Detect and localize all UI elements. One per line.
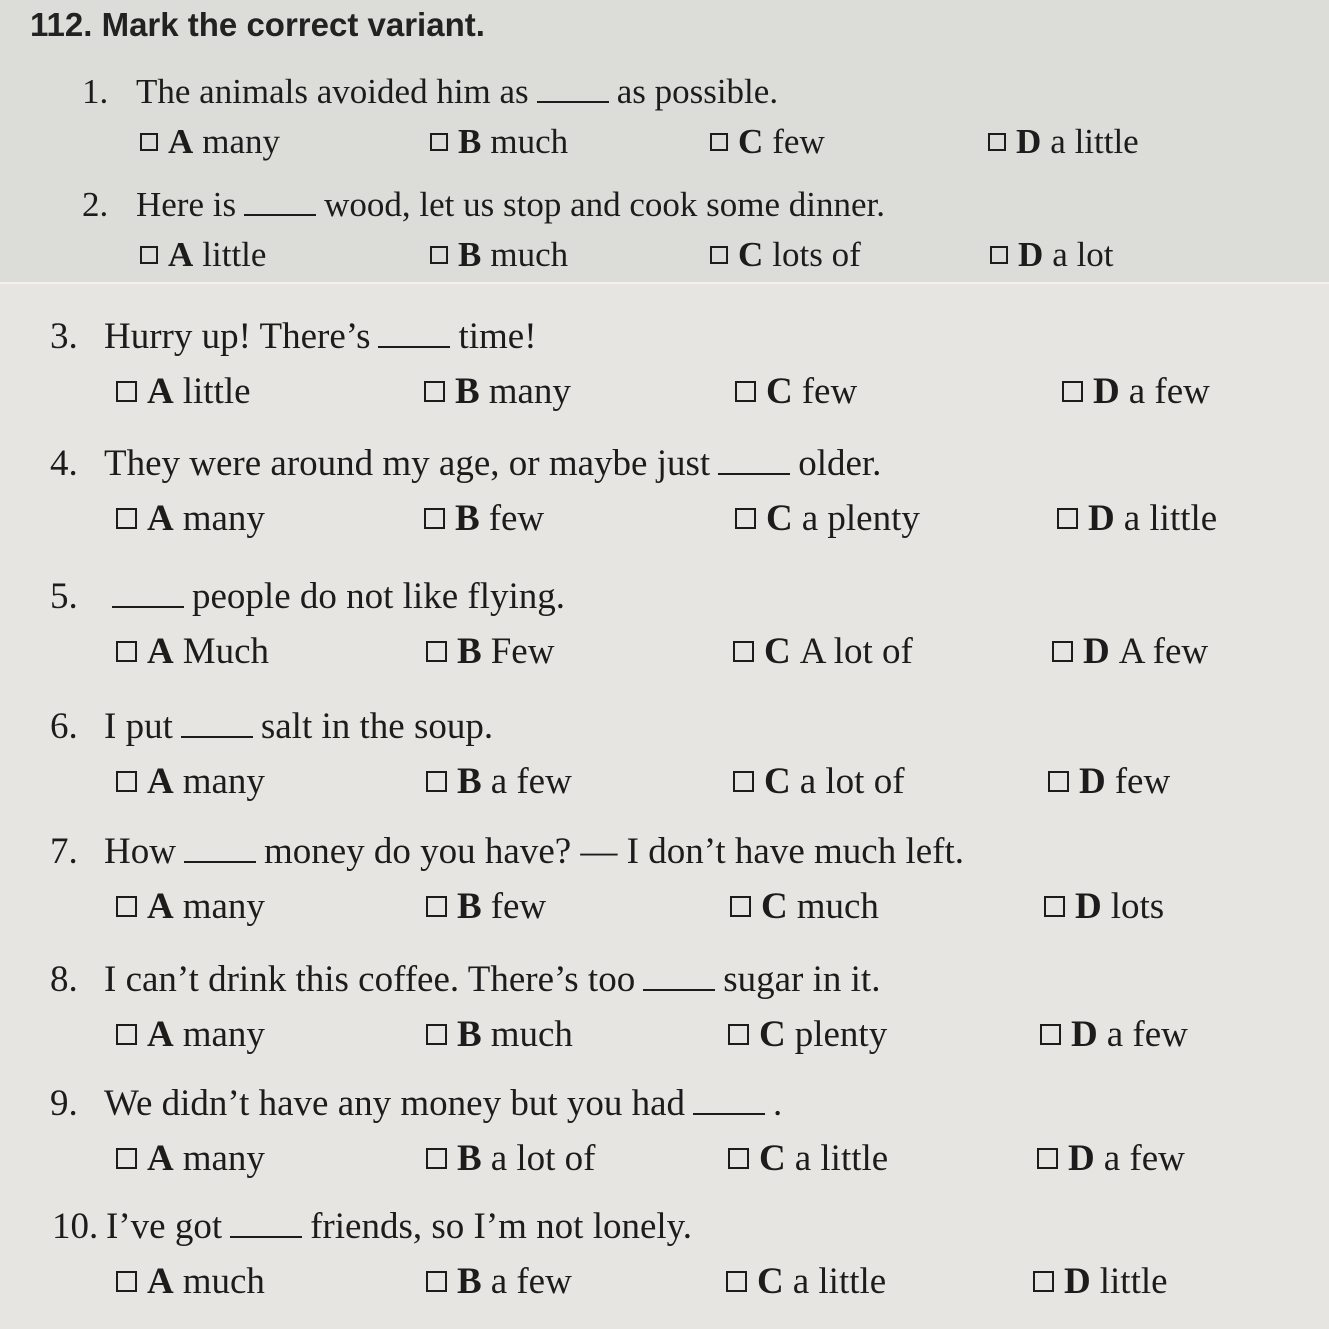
question-text — [50, 705, 493, 748]
option-b[interactable] — [426, 630, 554, 673]
question-number: 5. — [50, 576, 78, 617]
checkbox[interactable] — [1044, 896, 1065, 917]
question-text — [50, 575, 565, 618]
option-b[interactable] — [430, 122, 568, 162]
option-letter: A — [147, 761, 174, 802]
option-a[interactable] — [116, 760, 265, 803]
option-text: much — [796, 886, 879, 927]
question-text — [50, 958, 880, 1001]
question-7 — [0, 830, 1329, 950]
option-text: a little — [794, 1138, 889, 1179]
option-c[interactable] — [733, 760, 905, 803]
option-text: a few — [490, 761, 572, 802]
option-letter: B — [457, 1014, 482, 1055]
option-letter: A — [168, 235, 194, 274]
option-b[interactable] — [426, 760, 572, 803]
option-text: many — [202, 122, 281, 161]
option-text: much — [490, 122, 569, 161]
checkbox[interactable] — [1057, 508, 1078, 529]
checkbox[interactable] — [116, 641, 137, 662]
option-letter: B — [457, 631, 482, 672]
checkbox[interactable] — [735, 508, 756, 529]
option-text: few — [1114, 761, 1171, 802]
question-stem-before: We didn’t have any money but you had — [104, 1083, 686, 1124]
answer-blank — [112, 606, 184, 608]
option-d[interactable] — [988, 122, 1139, 162]
option-letter: D — [1068, 1138, 1095, 1179]
checkbox[interactable] — [426, 1148, 447, 1169]
option-letter: A — [147, 886, 174, 927]
checkbox[interactable] — [116, 771, 137, 792]
option-text: little — [182, 371, 251, 412]
checkbox[interactable] — [426, 1271, 447, 1292]
answer-blank — [693, 1113, 765, 1115]
checkbox[interactable] — [426, 896, 447, 917]
option-letter: D — [1075, 886, 1102, 927]
option-letter: A — [147, 631, 174, 672]
option-b[interactable] — [430, 235, 568, 275]
option-text: little — [202, 235, 267, 274]
checkbox[interactable] — [726, 1271, 747, 1292]
option-text: a lot — [1052, 235, 1114, 274]
option-text: Much — [182, 631, 270, 672]
question-number: 1. — [82, 72, 109, 111]
option-text: Few — [490, 631, 555, 672]
option-text: a little — [792, 1261, 887, 1302]
option-letter: B — [455, 498, 480, 539]
question-text — [82, 185, 885, 225]
checkbox[interactable] — [116, 1271, 137, 1292]
option-letter: D — [1083, 631, 1110, 672]
option-letter: C — [759, 1138, 786, 1179]
option-letter: B — [457, 1261, 482, 1302]
option-text: much — [182, 1261, 265, 1302]
checkbox[interactable] — [1062, 381, 1083, 402]
checkbox[interactable] — [116, 381, 137, 402]
question-6 — [0, 705, 1329, 825]
option-b[interactable] — [426, 1260, 572, 1303]
option-letter: A — [147, 371, 174, 412]
option-letter: D — [1016, 122, 1042, 161]
question-number: 8. — [50, 959, 78, 1000]
option-text: a little — [1050, 122, 1139, 161]
question-stem-before: They were around my age, or maybe just — [104, 443, 711, 484]
option-letter: A — [147, 1138, 174, 1179]
question-stem-after: wood, let us stop and cook some dinner. — [324, 185, 886, 224]
checkbox[interactable] — [1052, 641, 1073, 662]
option-c[interactable] — [728, 1013, 887, 1056]
option-d[interactable] — [1040, 1013, 1188, 1056]
checkbox[interactable] — [116, 1148, 137, 1169]
option-text: few — [801, 371, 858, 412]
option-letter: D — [1088, 498, 1115, 539]
option-b[interactable] — [426, 1013, 573, 1056]
option-text: little — [1099, 1261, 1168, 1302]
question-stem-before: Here is — [136, 185, 237, 224]
option-d[interactable] — [1057, 497, 1217, 540]
option-letter: D — [1018, 235, 1044, 274]
option-text: few — [488, 498, 545, 539]
question-text — [50, 830, 964, 873]
checkbox[interactable] — [1048, 771, 1069, 792]
answer-blank — [643, 989, 715, 991]
question-stem-after: friends, so I’m not lonely. — [310, 1206, 693, 1247]
question-stem-after: people do not like flying. — [192, 576, 566, 617]
option-text: A lot of — [799, 631, 913, 672]
option-d[interactable] — [1037, 1137, 1185, 1180]
option-b[interactable] — [424, 370, 571, 413]
question-text — [82, 72, 778, 112]
option-d[interactable] — [1033, 1260, 1168, 1303]
option-letter: D — [1071, 1014, 1098, 1055]
option-a[interactable] — [116, 630, 269, 673]
checkbox[interactable] — [430, 133, 448, 151]
option-letter: B — [457, 761, 482, 802]
option-text: many — [182, 498, 265, 539]
option-letter: C — [761, 886, 788, 927]
option-d[interactable] — [1044, 885, 1164, 928]
option-letter: D — [1093, 371, 1120, 412]
option-text: a plenty — [801, 498, 920, 539]
option-a[interactable] — [140, 235, 266, 275]
option-text: A few — [1118, 631, 1209, 672]
question-number: 2. — [82, 185, 109, 224]
question-text — [50, 1082, 782, 1125]
checkbox[interactable] — [728, 1148, 749, 1169]
checkbox[interactable] — [140, 133, 158, 151]
answer-blank — [184, 861, 256, 863]
question-stem-before: I put — [104, 706, 173, 747]
question-3 — [0, 315, 1329, 435]
option-b[interactable] — [426, 1137, 596, 1180]
answer-blank — [181, 736, 253, 738]
option-c[interactable] — [730, 885, 879, 928]
checkbox[interactable] — [424, 508, 445, 529]
option-a[interactable] — [116, 497, 265, 540]
option-text: few — [490, 886, 547, 927]
option-a[interactable] — [140, 122, 280, 162]
option-letter: A — [147, 1261, 174, 1302]
option-letter: B — [455, 371, 480, 412]
checkbox[interactable] — [1037, 1148, 1058, 1169]
option-text: a few — [1128, 371, 1210, 412]
option-text: many — [488, 371, 571, 412]
checkbox[interactable] — [988, 133, 1006, 151]
option-letter: A — [147, 498, 174, 539]
option-text: a few — [1106, 1014, 1188, 1055]
option-b[interactable] — [424, 497, 544, 540]
checkbox[interactable] — [424, 381, 445, 402]
answer-blank — [537, 101, 609, 103]
question-1 — [0, 72, 1329, 192]
question-stem-after: as possible. — [616, 72, 779, 111]
checkbox[interactable] — [140, 246, 158, 264]
option-d[interactable] — [1052, 630, 1208, 673]
checkbox[interactable] — [426, 641, 447, 662]
option-letter: B — [457, 886, 482, 927]
option-letter: C — [766, 498, 793, 539]
option-c[interactable] — [710, 122, 825, 162]
question-stem-after: older. — [798, 443, 882, 484]
question-stem-before: I’ve got — [106, 1206, 223, 1247]
checkbox[interactable] — [990, 246, 1008, 264]
question-stem-after: time! — [458, 316, 537, 357]
option-letter: D — [1064, 1261, 1091, 1302]
checkbox[interactable] — [710, 133, 728, 151]
option-text: a lot of — [799, 761, 905, 802]
option-letter: C — [764, 631, 791, 672]
question-stem-after: money do you have? — I don’t have much left. — [263, 831, 965, 872]
answer-blank — [230, 1236, 302, 1238]
option-letter: C — [766, 371, 793, 412]
question-text — [50, 315, 537, 358]
option-text: lots — [1110, 886, 1165, 927]
question-10 — [0, 1205, 1329, 1325]
option-text: much — [490, 235, 569, 274]
option-letter: C — [738, 235, 764, 274]
question-stem-after: salt in the soup. — [260, 706, 494, 747]
option-letter: C — [738, 122, 764, 161]
checkbox[interactable] — [733, 771, 754, 792]
option-letter: A — [168, 122, 194, 161]
option-c[interactable] — [726, 1260, 886, 1303]
option-text: few — [772, 122, 825, 161]
question-stem-before: How — [104, 831, 176, 872]
checkbox[interactable] — [430, 246, 448, 264]
option-letter: B — [458, 235, 482, 274]
option-text: much — [490, 1014, 573, 1055]
option-d[interactable] — [1048, 760, 1170, 803]
question-8 — [0, 958, 1329, 1078]
question-4 — [0, 442, 1329, 562]
answer-blank — [244, 214, 316, 216]
option-c[interactable] — [735, 370, 857, 413]
question-text — [52, 1205, 692, 1248]
option-letter: C — [757, 1261, 784, 1302]
checkbox[interactable] — [728, 1024, 749, 1045]
question-stem-before: I can’t drink this coffee. There’s too — [104, 959, 636, 1000]
question-text — [50, 442, 881, 485]
option-text: many — [182, 886, 265, 927]
option-letter: B — [457, 1138, 482, 1179]
question-number: 10. — [52, 1206, 99, 1247]
option-c[interactable] — [728, 1137, 888, 1180]
question-5 — [0, 575, 1329, 695]
option-letter: D — [1079, 761, 1106, 802]
option-b[interactable] — [426, 885, 546, 928]
question-9 — [0, 1082, 1329, 1202]
answer-blank — [378, 346, 450, 348]
option-d[interactable] — [990, 235, 1114, 275]
checkbox[interactable] — [116, 896, 137, 917]
checkbox[interactable] — [116, 508, 137, 529]
option-text: lots of — [772, 235, 861, 274]
option-text: many — [182, 1014, 265, 1055]
option-a[interactable] — [116, 1137, 265, 1180]
question-2 — [0, 185, 1329, 305]
question-stem-before: Hurry up! There’s — [104, 316, 371, 357]
option-text: a few — [1103, 1138, 1185, 1179]
option-a[interactable] — [116, 1013, 265, 1056]
option-text: plenty — [794, 1014, 888, 1055]
checkbox[interactable] — [710, 246, 728, 264]
option-letter: C — [764, 761, 791, 802]
option-letter: B — [458, 122, 482, 161]
checkbox[interactable] — [730, 896, 751, 917]
checkbox[interactable] — [735, 381, 756, 402]
option-text: a lot of — [490, 1138, 596, 1179]
question-number: 4. — [50, 443, 78, 484]
option-a[interactable] — [116, 1260, 265, 1303]
option-a[interactable] — [116, 885, 265, 928]
option-a[interactable] — [116, 370, 251, 413]
option-text: a few — [490, 1261, 572, 1302]
answer-blank — [718, 473, 790, 475]
question-number: 6. — [50, 706, 78, 747]
question-number: 7. — [50, 831, 78, 872]
exercise-title: 112. Mark the correct variant. — [30, 6, 485, 43]
checkbox[interactable] — [116, 1024, 137, 1045]
option-text: many — [182, 761, 265, 802]
option-c[interactable] — [733, 630, 913, 673]
checkbox[interactable] — [426, 1024, 447, 1045]
question-number: 9. — [50, 1083, 78, 1124]
option-d[interactable] — [1062, 370, 1210, 413]
option-text: a little — [1123, 498, 1218, 539]
checkbox[interactable] — [733, 641, 754, 662]
option-c[interactable] — [735, 497, 920, 540]
option-c[interactable] — [710, 235, 861, 275]
question-number: 3. — [50, 316, 78, 357]
question-stem-after: . — [773, 1083, 783, 1124]
question-stem-after: sugar in it. — [723, 959, 881, 1000]
option-text: many — [182, 1138, 265, 1179]
question-stem-before: The animals avoided him as — [136, 72, 529, 111]
checkbox[interactable] — [426, 771, 447, 792]
option-letter: A — [147, 1014, 174, 1055]
checkbox[interactable] — [1040, 1024, 1061, 1045]
checkbox[interactable] — [1033, 1271, 1054, 1292]
option-letter: C — [759, 1014, 786, 1055]
